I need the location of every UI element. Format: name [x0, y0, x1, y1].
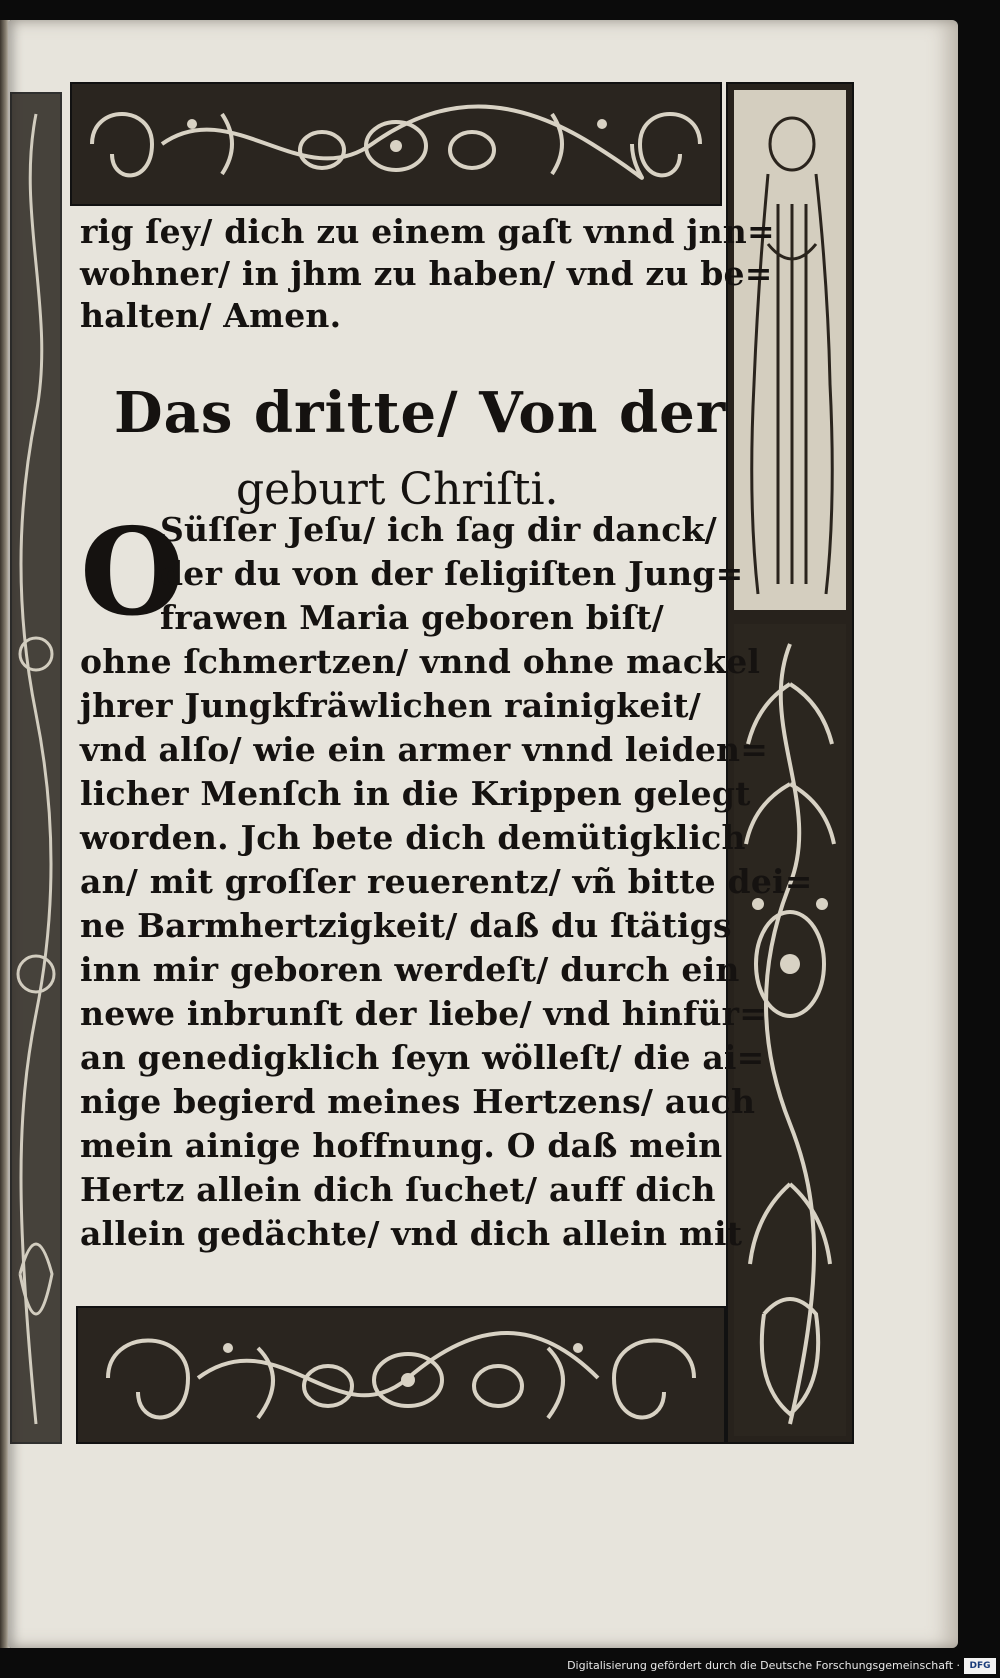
- text-line: jhrer Jungkfräwlichen rainigkeit/: [80, 686, 701, 725]
- chapter-heading: Das dritte/ Von der: [114, 380, 727, 446]
- text-line: an/ mit groſſer reuerentz/ vñ bitte dei=: [80, 862, 813, 901]
- text-line: newe inbrunſt der liebe/ vnd hinfür=: [80, 994, 768, 1033]
- dfg-logo-icon: DFG: [964, 1658, 996, 1674]
- text-line: vnd alſo/ wie ein armer vnnd leiden=: [80, 730, 769, 769]
- text-line: ne Barmhertzigkeit/ daß du ſtätigs: [80, 906, 732, 945]
- left-woodcut-border-icon: [10, 92, 62, 1444]
- footer-bar: [0, 1656, 1000, 1678]
- text-block: [80, 212, 813, 1302]
- chapter-subheading: geburt Chriſti.: [236, 464, 559, 515]
- text-line: allein gedächte/ vnd dich allein mit: [80, 1214, 743, 1253]
- bottom-woodcut-border-icon: [76, 1306, 726, 1444]
- text-line: an genedigklich ſeyn wölleſt/ die ai=: [80, 1038, 765, 1077]
- text-line: mein ainige hoffnung. O daß mein: [80, 1126, 723, 1165]
- drop-cap: O: [80, 502, 185, 643]
- text-line: rig ſey/ dich zu einem gaſt vnnd jnn=: [80, 212, 775, 251]
- text-line: licher Menſch in die Krippen gelegt: [80, 774, 751, 813]
- text-line: nige begierd meines Hertzens/ auch: [80, 1082, 756, 1121]
- text-line: wohner/ in jhm zu haben/ vnd zu be=: [80, 254, 773, 293]
- top-woodcut-border-icon: [70, 82, 722, 206]
- text-line: frawen Maria geboren biſt/: [160, 598, 664, 637]
- text-line: ohne ſchmertzen/ vnnd ohne mackel: [80, 642, 761, 681]
- text-line: halten/ Amen.: [80, 296, 342, 335]
- footer-credit: Digitalisierung gefördert durch die Deutsche Forschungsgemeinschaft ·: [567, 1659, 960, 1672]
- text-line: der du von der ſeligiſten Jung=: [160, 554, 744, 593]
- text-line: inn mir geboren werdeſt/ durch ein: [80, 950, 740, 989]
- text-line: Hertz allein dich ſuchet/ auff dich: [80, 1170, 716, 1209]
- text-line: worden. Jch bete dich demütigklich: [80, 818, 746, 857]
- text-line: Süſſer Jeſu/ ich ſag dir danck/: [160, 510, 717, 549]
